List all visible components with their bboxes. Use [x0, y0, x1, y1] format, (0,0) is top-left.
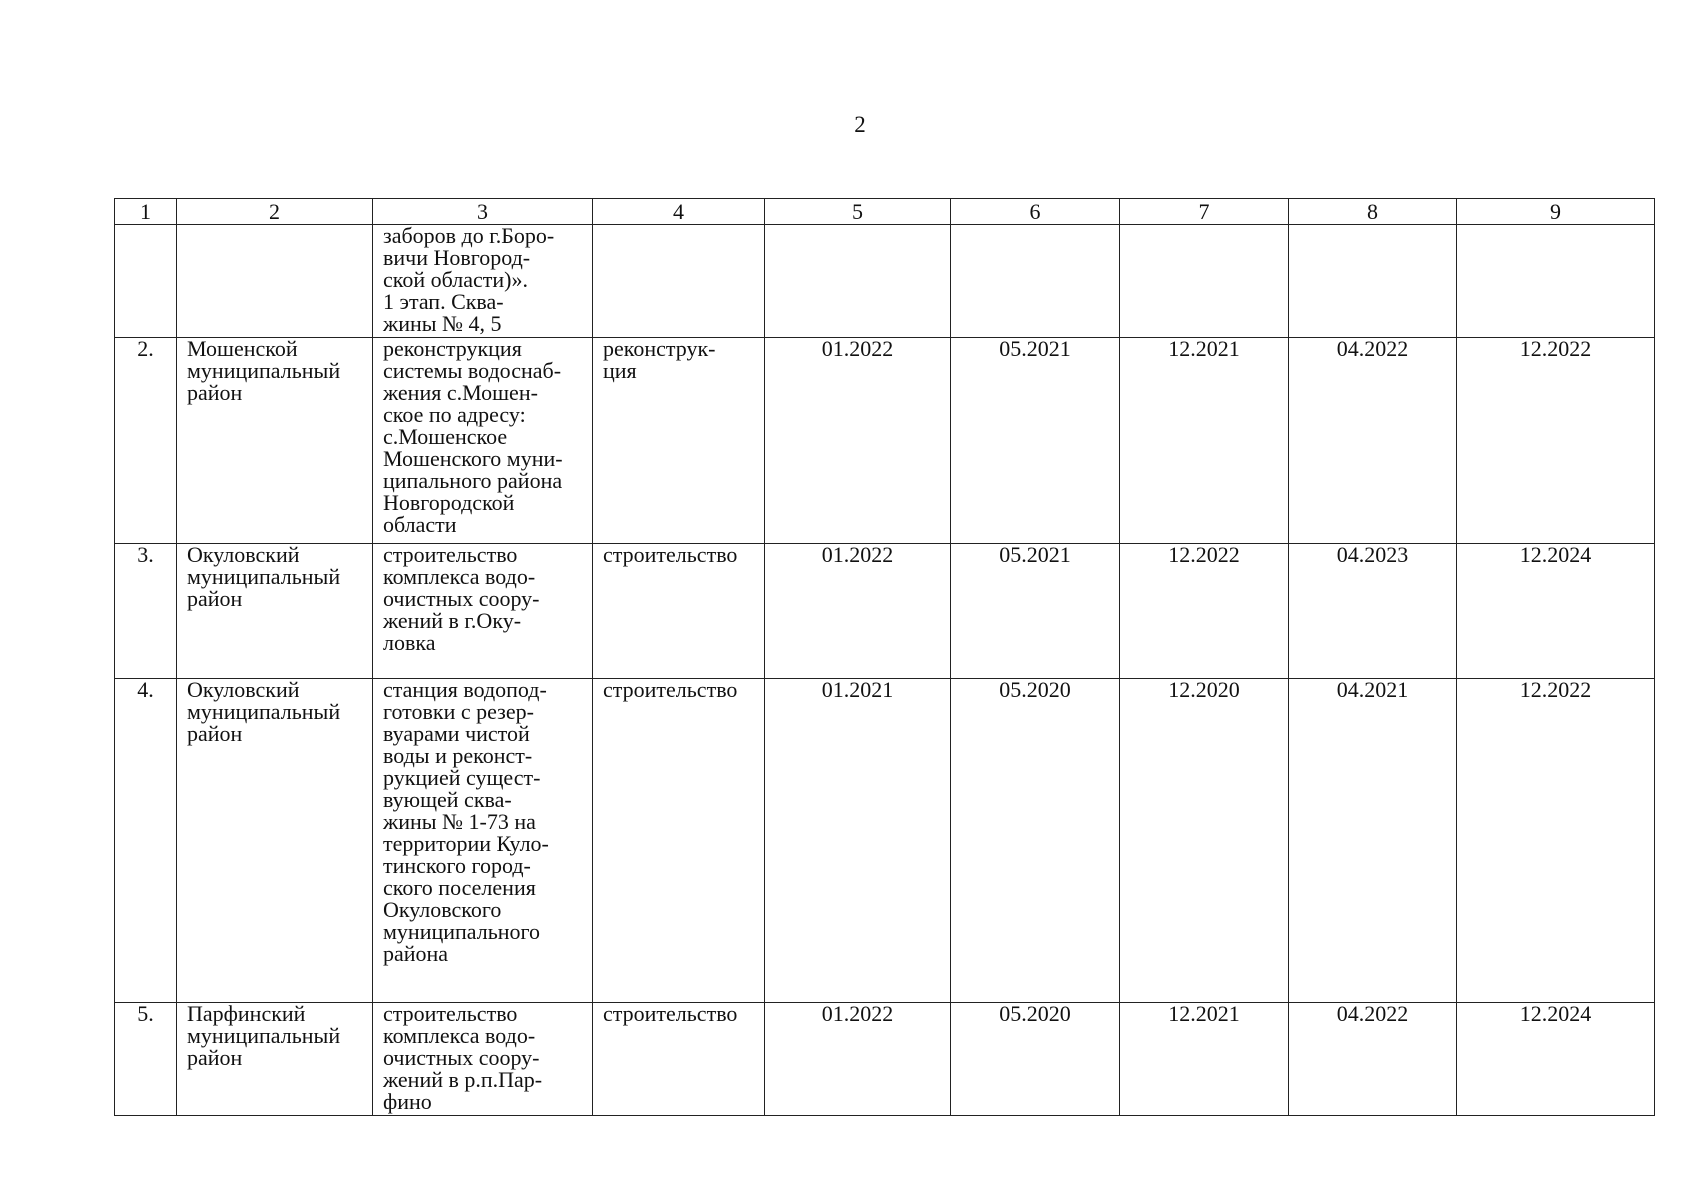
description-line: муниципального — [383, 919, 541, 944]
table-row — [115, 1003, 1655, 1116]
date-cell-col7: 12.2021 — [1120, 1003, 1289, 1116]
description-line: ского поселения — [383, 875, 536, 900]
header-cell: 6 — [951, 199, 1120, 225]
date-cell-col7 — [1120, 225, 1289, 338]
table-row-continuation — [115, 225, 1655, 338]
page-number: 2 — [854, 112, 866, 137]
date-cell-col9 — [1457, 225, 1655, 338]
district-line: Мошенской — [187, 336, 298, 361]
description-line: воды и реконст- — [383, 743, 533, 768]
row-number-cell: 3. — [115, 544, 177, 679]
description-line: вичи Новгород- — [383, 245, 531, 270]
header-cell: 9 — [1457, 199, 1655, 225]
description-cell — [373, 679, 593, 1003]
date-cell-col5: 01.2021 — [765, 679, 951, 1003]
date-cell-col6: 05.2020 — [951, 679, 1120, 1003]
description-cell — [373, 1003, 593, 1116]
description-line: строительство — [383, 542, 518, 567]
work-type-cell — [593, 1003, 765, 1116]
description-line: ское по адресу: — [383, 402, 526, 427]
date-cell-col8 — [1289, 225, 1457, 338]
district-line: район — [187, 380, 243, 405]
description-cell — [373, 225, 593, 338]
work-type-line: реконструк- — [603, 336, 716, 361]
district-cell — [177, 338, 373, 544]
district-line: Окуловский — [187, 542, 300, 567]
district-line: район — [187, 1045, 243, 1070]
header-cell: 3 — [373, 199, 593, 225]
description-line: вуарами чистой — [383, 721, 530, 746]
header-cell: 2 — [177, 199, 373, 225]
work-type-cell — [593, 679, 765, 1003]
district-line: муниципальный — [187, 1023, 341, 1048]
work-type-cell — [593, 544, 765, 679]
work-type-cell — [593, 225, 765, 338]
description-line: станция водопод- — [383, 677, 547, 702]
description-line: заборов до г.Боро- — [383, 223, 555, 248]
description-line: области — [383, 512, 457, 537]
description-line: очистных соору- — [383, 1045, 540, 1070]
date-cell-col8: 04.2022 — [1289, 338, 1457, 544]
date-cell-col6: 05.2021 — [951, 338, 1120, 544]
district-line: район — [187, 721, 243, 746]
district-line: муниципальный — [187, 564, 341, 589]
description-line: района — [383, 941, 449, 966]
header-cell: 5 — [765, 199, 951, 225]
description-line: очистных соору- — [383, 586, 540, 611]
header-cell: 4 — [593, 199, 765, 225]
description-cell — [373, 338, 593, 544]
header-cell: 1 — [115, 199, 177, 225]
work-type-line: ция — [603, 358, 637, 383]
description-line: фино — [383, 1089, 432, 1114]
description-line: ловка — [383, 630, 436, 655]
district-cell — [177, 1003, 373, 1116]
description-line: Новгородской — [383, 490, 515, 515]
schedule-table — [114, 198, 1655, 1116]
date-cell-col6: 05.2021 — [951, 544, 1120, 679]
table-row — [115, 338, 1655, 544]
date-cell-col8: 04.2023 — [1289, 544, 1457, 679]
description-line: тинского город- — [383, 853, 531, 878]
date-cell-col8: 04.2021 — [1289, 679, 1457, 1003]
description-line: рукцией сущест- — [383, 765, 541, 790]
district-line: район — [187, 586, 243, 611]
table-row — [115, 679, 1655, 1003]
description-line: комплекса водо- — [383, 564, 536, 589]
date-cell-col6: 05.2020 — [951, 1003, 1120, 1116]
district-line: Парфинский — [187, 1001, 306, 1026]
description-line: ской области)». — [383, 267, 528, 292]
date-cell-col7: 12.2020 — [1120, 679, 1289, 1003]
description-line: строительство — [383, 1001, 518, 1026]
district-line: муниципальный — [187, 358, 341, 383]
description-line: комплекса водо- — [383, 1023, 536, 1048]
date-cell-col9: 12.2024 — [1457, 544, 1655, 679]
description-line: территории Куло- — [383, 831, 549, 856]
date-cell-col8: 04.2022 — [1289, 1003, 1457, 1116]
date-cell-col7: 12.2021 — [1120, 338, 1289, 544]
date-cell-col5: 01.2022 — [765, 544, 951, 679]
description-line: Окуловского — [383, 897, 502, 922]
district-cell — [177, 544, 373, 679]
description-line: 1 этап. Сква- — [383, 289, 504, 314]
work-type-line: строительство — [603, 1001, 738, 1026]
date-cell-col5 — [765, 225, 951, 338]
date-cell-col6 — [951, 225, 1120, 338]
row-number-cell: 5. — [115, 1003, 177, 1116]
date-cell-col9: 12.2022 — [1457, 338, 1655, 544]
date-cell-col5: 01.2022 — [765, 1003, 951, 1116]
work-type-line: строительство — [603, 677, 738, 702]
description-cell — [373, 544, 593, 679]
work-type-line: строительство — [603, 542, 738, 567]
row-number-cell: 4. — [115, 679, 177, 1003]
description-line: готовки с резер- — [383, 699, 534, 724]
table-header-row — [115, 199, 1655, 225]
table-row — [115, 544, 1655, 679]
description-line: жений в р.п.Пар- — [383, 1067, 543, 1092]
district-line: Окуловский — [187, 677, 300, 702]
date-cell-col5: 01.2022 — [765, 338, 951, 544]
district-cell — [177, 225, 373, 338]
description-line: реконструкция — [383, 336, 522, 361]
district-line: муниципальный — [187, 699, 341, 724]
description-line: жины № 1-73 на — [383, 809, 536, 834]
header-cell: 7 — [1120, 199, 1289, 225]
date-cell-col7: 12.2022 — [1120, 544, 1289, 679]
description-line: ципального района — [383, 468, 563, 493]
work-type-cell — [593, 338, 765, 544]
date-cell-col9: 12.2024 — [1457, 1003, 1655, 1116]
description-line: жений в г.Оку- — [383, 608, 522, 633]
date-cell-col9: 12.2022 — [1457, 679, 1655, 1003]
header-cell: 8 — [1289, 199, 1457, 225]
description-line: Мошенского муни- — [383, 446, 563, 471]
row-number-cell: 2. — [115, 338, 177, 544]
description-line: вующей сква- — [383, 787, 512, 812]
description-line: жины № 4, 5 — [383, 311, 502, 336]
district-cell — [177, 679, 373, 1003]
description-line: с.Мошенское — [383, 424, 508, 449]
description-line: системы водоснаб- — [383, 358, 562, 383]
row-number-cell — [115, 225, 177, 338]
description-line: жения с.Мошен- — [383, 380, 538, 405]
